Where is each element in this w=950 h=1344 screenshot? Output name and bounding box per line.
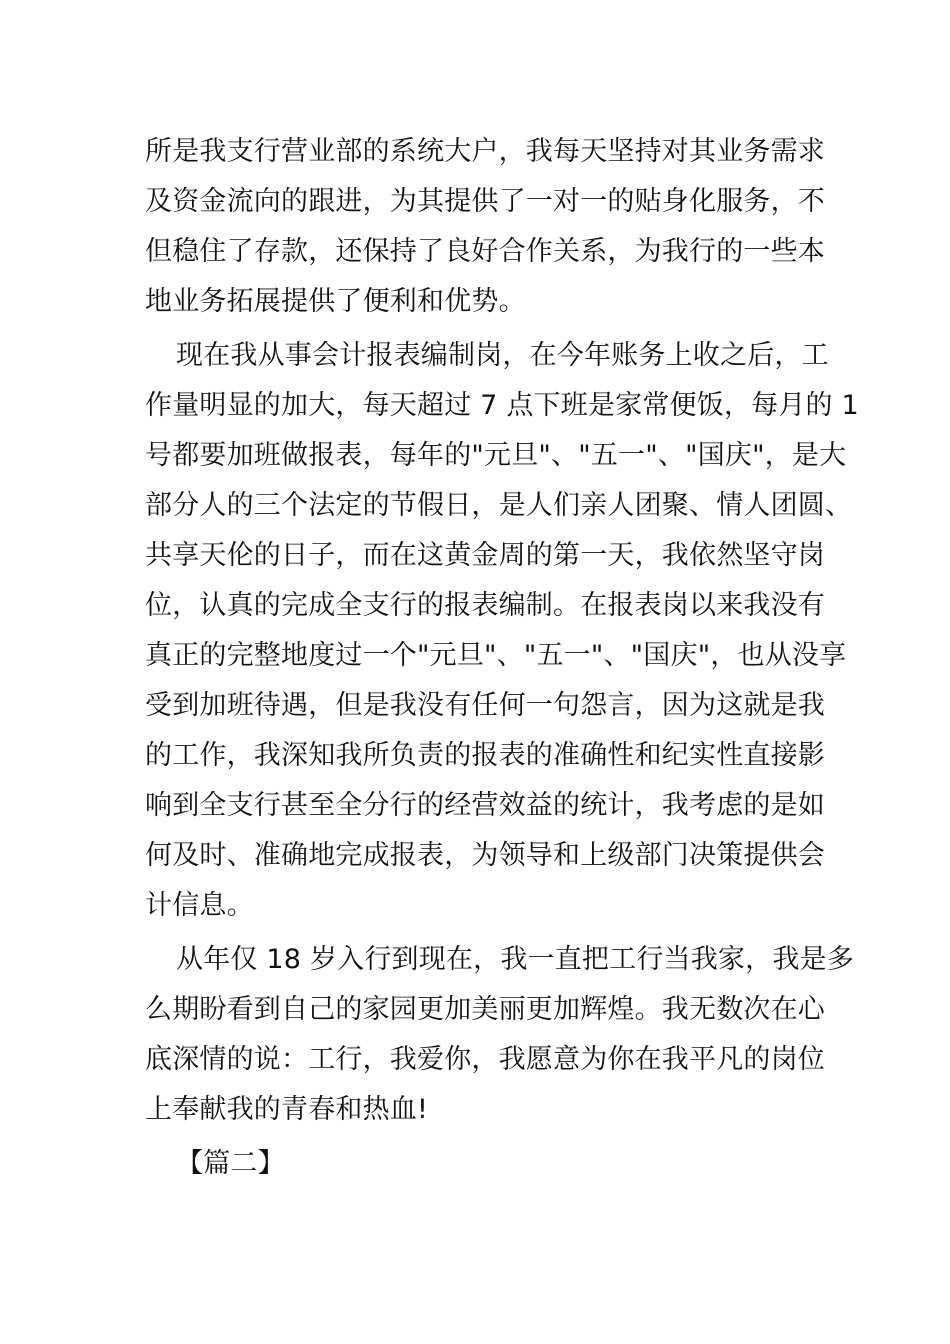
- paragraph-2-line-5: 共享天伦的日子，而在这黄金周的第一天，我依然坚守岗: [145, 540, 825, 571]
- paragraph-3-line-1: 从年仅 18 岁入行到现在，我一直把工行当我家，我是多: [176, 944, 854, 975]
- paragraph-1-line-4: 地业务拓展提供了便利和优势。: [145, 286, 526, 317]
- paragraph-2-line-10: 响到全支行甚至全分行的经营效益的统计，我考虑的是如: [145, 790, 825, 821]
- paragraph-2-line-6: 位，认真的完成全支行的报表编制。在报表岗以来我没有: [145, 590, 825, 621]
- paragraph-2-line-12: 计信息。: [145, 890, 254, 921]
- paragraph-2-line-1: 现在我从事会计报表编制岗，在今年账务上收之后，工: [176, 340, 829, 371]
- paragraph-1-line-2: 及资金流向的跟进，为其提供了一对一的贴身化服务，不: [145, 186, 825, 217]
- paragraph-2-line-8: 受到加班待遇，但是我没有任何一句怨言，因为这就是我: [145, 690, 825, 721]
- paragraph-3-line-2: 么期盼看到自己的家园更加美丽更加辉煌。我无数次在心: [145, 994, 825, 1025]
- paragraph-1-line-3: 但稳住了存款，还保持了良好合作关系，为我行的一些本: [145, 236, 825, 267]
- paragraph-2-line-3: 号都要加班做报表，每年的"元旦"、"五一"、"国庆"，是大: [145, 440, 847, 471]
- paragraph-2-line-4: 部分人的三个法定的节假日，是人们亲人团聚、情人团圆、: [145, 490, 853, 521]
- paragraph-2-line-9: 的工作，我深知我所负责的报表的准确性和纪实性直接影: [145, 740, 825, 771]
- paragraph-1-line-1: 所是我支行营业部的系统大户，我每天坚持对其业务需求: [145, 136, 825, 167]
- paragraph-3-line-4: 上奉献我的青春和热血!: [145, 1094, 429, 1125]
- section-heading: 【篇二】: [176, 1148, 285, 1179]
- paragraph-3-line-3: 底深情的说：工行，我爱你，我愿意为你在我平凡的岗位: [145, 1044, 825, 1075]
- paragraph-2-line-7: 真正的完整地度过一个"元旦"、"五一"、"国庆"，也从没享: [145, 640, 847, 671]
- paragraph-2-line-2: 作量明显的加大，每天超过 7 点下班是家常便饭，每月的 1: [145, 390, 859, 421]
- paragraph-2-line-11: 何及时、准确地完成报表，为领导和上级部门决策提供会: [145, 840, 825, 871]
